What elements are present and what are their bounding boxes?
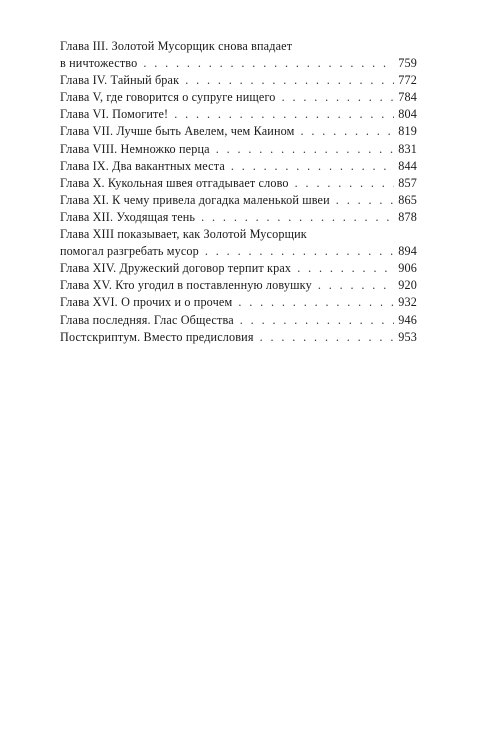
toc-entry-title: Глава XII. Уходящая тень	[60, 209, 196, 224]
toc-entry-last-line	[60, 243, 417, 260]
toc-entry[interactable]	[60, 312, 417, 329]
toc-entry[interactable]	[60, 277, 417, 294]
dot-leader	[174, 106, 394, 123]
toc-entry-last-line	[60, 55, 417, 72]
dot-leader	[282, 89, 395, 106]
dot-leader	[318, 277, 394, 294]
toc-page-number: 772	[398, 73, 417, 88]
toc-entry[interactable]	[60, 123, 417, 140]
toc-page-number: 784	[398, 90, 417, 105]
toc-page-number: 946	[398, 312, 417, 327]
toc-entry-title: Постскриптум. Вместо предисловия	[60, 329, 254, 344]
table-of-contents	[60, 38, 417, 346]
toc-page-number: 759	[398, 56, 417, 71]
toc-entry[interactable]	[60, 329, 417, 346]
toc-entry-title: Глава XVI. О прочих и о прочем	[60, 295, 233, 310]
toc-page-number: 804	[398, 107, 417, 122]
toc-entry[interactable]	[60, 72, 417, 89]
toc-entry-line	[60, 260, 417, 277]
toc-entry-title: Глава XI. К чему привела догадка маленькой швеи	[60, 192, 330, 207]
toc-entry[interactable]	[60, 294, 417, 311]
toc-entry-title: Глава XIV. Дружеский договор терпит крах	[60, 261, 292, 276]
toc-entry[interactable]	[60, 175, 417, 192]
toc-entry-line	[60, 141, 417, 158]
dot-leader	[143, 55, 394, 72]
toc-entry[interactable]	[60, 209, 417, 226]
toc-page-number: 844	[398, 158, 417, 173]
toc-page-number: 865	[398, 192, 417, 207]
toc-page-number: 894	[398, 244, 417, 259]
toc-entry-title: Глава X. Кукольная швея отгадывает слово	[60, 175, 289, 190]
toc-entry[interactable]	[60, 89, 417, 106]
toc-entry-title-continuation: в ничтожество	[60, 56, 138, 71]
toc-entry[interactable]	[60, 192, 417, 209]
toc-entry-line	[60, 72, 417, 89]
toc-page-number: 920	[398, 278, 417, 293]
dot-leader	[240, 312, 394, 329]
toc-entry-title: Глава VIII. Немножко перца	[60, 141, 210, 156]
toc-entry-line	[60, 294, 417, 311]
toc-page-number: 819	[398, 124, 417, 139]
toc-entry-title: Глава последняя. Глас Общества	[60, 312, 234, 327]
toc-entry-title: Глава VI. Помогите!	[60, 107, 169, 122]
toc-entry-first-line	[60, 38, 417, 55]
toc-entry-title: Глава XV. Кто угодил в поставленную ловушку	[60, 278, 312, 293]
dot-leader	[295, 175, 395, 192]
toc-entry-line	[60, 312, 417, 329]
toc-page-number: 906	[398, 261, 417, 276]
toc-page-number: 953	[398, 329, 417, 344]
toc-entry-line	[60, 175, 417, 192]
toc-page-number: 857	[398, 175, 417, 190]
dot-leader	[231, 158, 394, 175]
toc-entry-title: Глава XIII показывает, как Золотой Мусорщик	[60, 227, 307, 242]
toc-entry-line	[60, 89, 417, 106]
toc-entry[interactable]	[60, 106, 417, 123]
dot-leader	[238, 294, 394, 311]
toc-entry-line	[60, 123, 417, 140]
toc-entry-first-line	[60, 226, 417, 243]
dot-leader	[205, 243, 394, 260]
toc-entry-title: Глава IX. Два вакантных места	[60, 158, 225, 173]
toc-entry-line	[60, 329, 417, 346]
dot-leader	[336, 192, 394, 209]
toc-entry-title: Глава III. Золотой Мусорщик снова впадает	[60, 39, 293, 53]
toc-entry[interactable]	[60, 260, 417, 277]
dot-leader	[260, 329, 395, 346]
toc-page-number: 831	[398, 141, 417, 156]
toc-entry[interactable]	[60, 38, 417, 72]
toc-entry-line	[60, 277, 417, 294]
dot-leader	[185, 72, 394, 89]
toc-entry-line	[60, 158, 417, 175]
toc-page-number: 932	[398, 295, 417, 310]
toc-entry-title-continuation: помогал разгребать мусор	[60, 244, 199, 259]
toc-entry-line	[60, 192, 417, 209]
toc-entry-title: Глава VII. Лучше быть Авелем, чем Каином	[60, 124, 295, 139]
toc-entry-line	[60, 106, 417, 123]
dot-leader	[201, 209, 394, 226]
toc-page-number: 878	[398, 209, 417, 224]
toc-entry-title: Глава V, где говорится о супруге нищего	[60, 90, 276, 105]
toc-entry[interactable]	[60, 226, 417, 260]
dot-leader	[301, 123, 395, 140]
toc-entry[interactable]	[60, 158, 417, 175]
toc-entry-title: Глава IV. Тайный брак	[60, 73, 180, 88]
toc-entry[interactable]	[60, 141, 417, 158]
dot-leader	[297, 260, 394, 277]
toc-entry-line	[60, 209, 417, 226]
dot-leader	[216, 141, 395, 158]
